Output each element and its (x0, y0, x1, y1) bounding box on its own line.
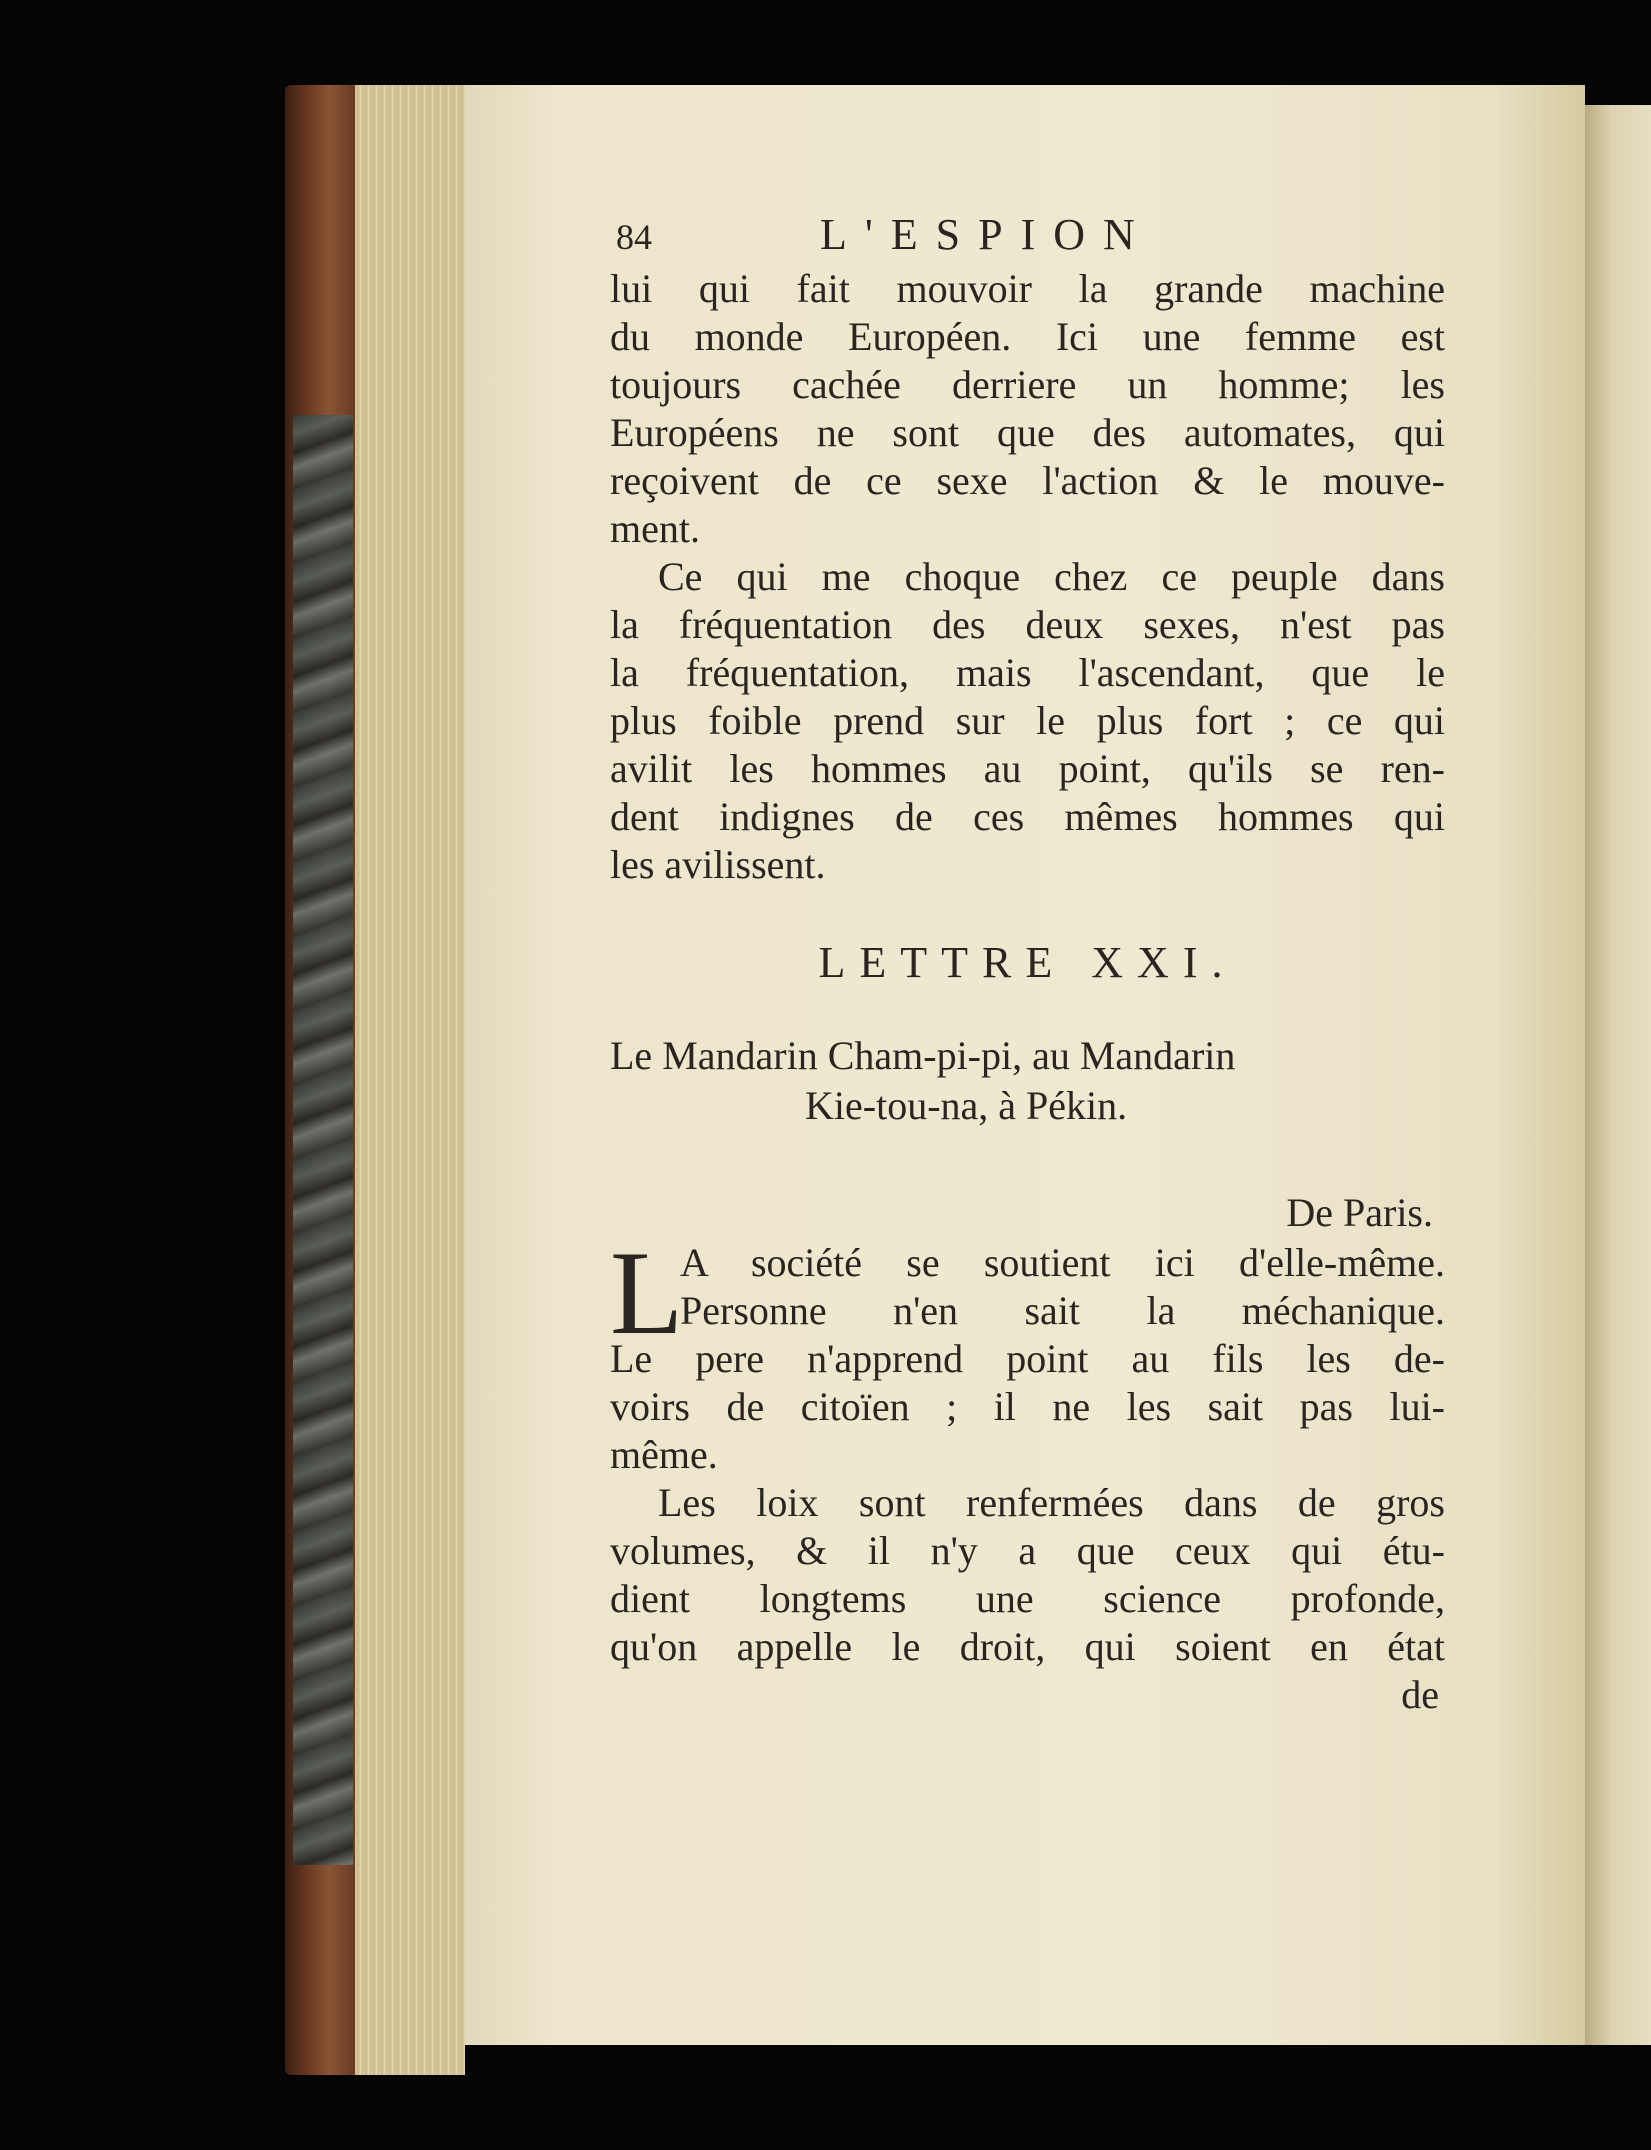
text-line: Personne n'en sait la méchanique. (680, 1288, 1445, 1333)
right-page-edge (1585, 105, 1651, 2045)
text-line: les avilissent. (610, 842, 826, 887)
text-line: reçoivent de ce sexe l'action & le mouve- (610, 458, 1445, 503)
catchword: de (1401, 1672, 1439, 1717)
page-text (610, 195, 1445, 1719)
text-line: lui qui fait mouvoir la grande machine (610, 266, 1445, 311)
text-line: dient longtems une science profonde, (610, 1576, 1445, 1621)
text-line: la fréquentation, mais l'ascendant, que le (610, 650, 1445, 695)
text-line: même. (610, 1432, 718, 1477)
text-line: du monde Européen. Ici une femme est (610, 314, 1445, 359)
text-line: volumes, & il n'y a que ceux qui étu- (610, 1528, 1445, 1573)
letter-address (610, 1031, 1445, 1131)
drop-cap: L (610, 1226, 684, 1359)
text-line: Européens ne sont que des automates, qui (610, 410, 1445, 455)
address-line: Le Mandarin Cham-pi-pi, au Mandarin (610, 1033, 1236, 1078)
paragraph-1 (610, 265, 1445, 553)
text-line: dent indignes de ces mêmes hommes qui (610, 794, 1445, 839)
text-line: plus foible prend sur le plus fort ; ce qui (610, 698, 1445, 743)
page-edges (355, 85, 465, 2075)
text-line: qu'on appelle le droit, qui soient en état (610, 1624, 1445, 1669)
text-line: Le pere n'apprend point au fils les de- (610, 1336, 1445, 1381)
text-line: la fréquentation des deux sexes, n'est pas (610, 602, 1445, 647)
address-line: Kie-tou-na, à Pékin. (805, 1083, 1128, 1128)
text-line: voirs de citoïen ; il ne les sait pas lui- (610, 1384, 1445, 1429)
paragraph-4 (610, 1479, 1445, 1671)
page-number: 84 (616, 217, 652, 257)
text-line: ment. (610, 506, 700, 551)
letter-place: De Paris. (1286, 1190, 1433, 1235)
marbled-board (293, 415, 353, 1865)
text-line: Ce qui me choque chez ce peuple dans (658, 554, 1445, 599)
text-line: A société se soutient ici d'elle-même. (680, 1240, 1445, 1285)
paragraph-3 (610, 1226, 1445, 1479)
text-line: toujours cachée derriere un homme; les (610, 362, 1445, 407)
text-line: Les loix sont renfermées dans de gros (658, 1480, 1445, 1525)
text-line: avilit les hommes au point, qu'ils se ren- (610, 746, 1445, 791)
letter-heading: LETTRE XXI. (818, 938, 1237, 987)
page-header (610, 195, 1445, 265)
running-title: L'ESPION (820, 210, 1153, 259)
paragraph-2 (610, 553, 1445, 889)
